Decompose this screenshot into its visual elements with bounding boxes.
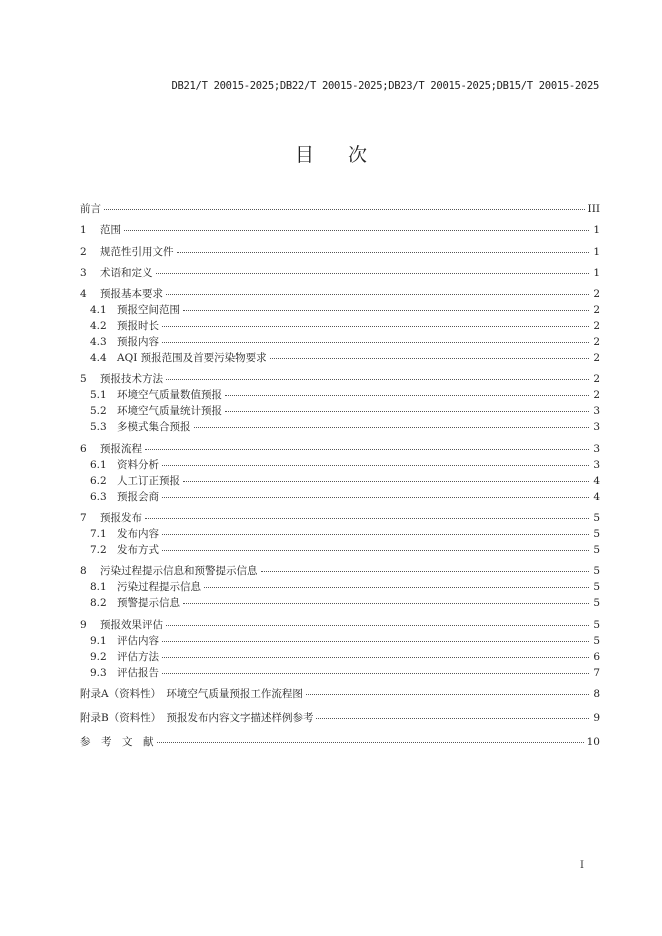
toc-entry-page: 9 xyxy=(593,711,600,724)
toc-entry-page: 2 xyxy=(593,389,600,402)
toc-entry[interactable] xyxy=(80,441,600,457)
toc-entry-title: 预报技术方法 xyxy=(100,373,163,386)
toc-entry-number: 4.3 xyxy=(90,336,107,349)
toc-entry-title: 资料分析 xyxy=(117,458,159,471)
toc-entry[interactable] xyxy=(80,473,600,489)
dot-leader xyxy=(306,694,589,695)
toc-entry-number: 6.2 xyxy=(90,474,107,487)
toc-entry-title: 评估方法 xyxy=(117,650,159,663)
toc-entry-number: 7 xyxy=(80,512,87,525)
toc-entry[interactable] xyxy=(80,595,600,611)
dot-leader xyxy=(162,657,589,658)
toc-entry[interactable] xyxy=(80,489,600,505)
toc-entry-page: 5 xyxy=(593,528,600,541)
dot-leader xyxy=(194,427,590,428)
toc-entry-number: 2 xyxy=(80,245,87,258)
toc-entry[interactable] xyxy=(80,617,600,633)
toc-entry-page: 2 xyxy=(593,304,600,317)
toc-entry-page: 8 xyxy=(593,687,600,700)
dot-leader xyxy=(183,603,589,604)
toc-entry-title: 环境空气质量统计预报 xyxy=(117,405,222,418)
dot-leader xyxy=(316,718,589,719)
toc-entry-page: 5 xyxy=(593,634,600,647)
standard-code: DB21/T 20015-2025;DB22/T 20015-2025;DB23/T 20015-2025;DB15/T 20015-2025 xyxy=(171,80,599,92)
toc-entry-number: 5.2 xyxy=(90,405,107,418)
toc-entry-title: 预报流程 xyxy=(100,442,142,455)
toc-entry[interactable] xyxy=(80,686,600,702)
dot-leader xyxy=(166,379,589,380)
dot-leader xyxy=(104,209,585,210)
toc-entry-number: 4.4 xyxy=(90,352,107,365)
toc-entry-title: 预报内容 xyxy=(117,336,159,349)
toc-entry-title: 人工订正预报 xyxy=(117,474,180,487)
toc-entry-title: 评估报告 xyxy=(117,666,159,679)
toc-entry-number: 8.2 xyxy=(90,597,107,610)
dot-leader xyxy=(124,230,589,231)
toc-entry[interactable] xyxy=(80,222,600,238)
toc-entry-title: 污染过程提示信息 xyxy=(117,581,201,594)
toc-entry-number: 8.1 xyxy=(90,581,107,594)
dot-leader xyxy=(162,497,589,498)
toc-entry-page: 3 xyxy=(593,458,600,471)
dot-leader xyxy=(162,534,589,535)
toc-entry-title: 污染过程提示信息和预警提示信息 xyxy=(100,565,258,578)
toc-entry-number: 6 xyxy=(80,442,87,455)
toc-entry-number: 9.3 xyxy=(90,666,107,679)
toc-entry[interactable] xyxy=(80,286,600,302)
toc-entry-number: 4 xyxy=(80,288,87,301)
dot-leader xyxy=(166,294,589,295)
toc-entry[interactable] xyxy=(80,371,600,387)
toc-entry-title: AQI 预报范围及首要污染物要求 xyxy=(117,352,267,365)
toc-entry-title: 预报时长 xyxy=(117,320,159,333)
dot-leader xyxy=(162,641,589,642)
toc-entry[interactable] xyxy=(80,244,600,260)
toc-entry-number: 6.3 xyxy=(90,490,107,503)
toc-entry[interactable] xyxy=(80,265,600,281)
toc-entry-page: 10 xyxy=(586,735,600,748)
toc-entry-page: 5 xyxy=(593,565,600,578)
toc-entry-page: 4 xyxy=(593,490,600,503)
toc-entry[interactable] xyxy=(80,649,600,665)
toc-entry[interactable] xyxy=(80,542,600,558)
toc-entry[interactable] xyxy=(80,318,600,334)
toc-entry-number: 3 xyxy=(80,266,87,279)
toc-entry-page: 6 xyxy=(593,650,600,663)
toc-entry-number: 6.1 xyxy=(90,458,107,471)
toc-entry-number: 7.1 xyxy=(90,528,107,541)
toc-entry-number: 9 xyxy=(80,618,87,631)
toc-entry-page: 1 xyxy=(593,224,600,237)
dot-leader xyxy=(162,342,589,343)
toc-entry-page: 1 xyxy=(593,245,600,258)
toc-entry-number: 9.1 xyxy=(90,634,107,647)
toc-entry-number: 4.1 xyxy=(90,304,107,317)
dot-leader xyxy=(156,273,590,274)
toc-entry-title: 预报发布 xyxy=(100,512,142,525)
toc-entry-title: 规范性引用文件 xyxy=(100,245,174,258)
toc-entry-title: 范围 xyxy=(100,224,121,237)
toc-entry-page: 2 xyxy=(593,320,600,333)
toc-entry[interactable] xyxy=(80,302,600,318)
toc-entry-page: 3 xyxy=(593,405,600,418)
toc-entry-title: 附录B（资料性） 预报发布内容文字描述样例参考 xyxy=(80,711,314,724)
toc-entry-page: 2 xyxy=(593,288,600,301)
toc-entry-title: 附录A（资料性） 环境空气质量预报工作流程图 xyxy=(80,687,303,700)
page-title: 目次 xyxy=(294,144,401,166)
page-number: I xyxy=(580,860,584,871)
toc-entry-title: 预报空间范围 xyxy=(117,304,180,317)
toc-entry[interactable] xyxy=(80,710,600,726)
toc-entry-number: 1 xyxy=(80,224,87,237)
dot-leader xyxy=(225,395,589,396)
toc-entry-page: 5 xyxy=(593,512,600,525)
dot-leader xyxy=(183,310,589,311)
toc-entry-title: 预警提示信息 xyxy=(117,597,180,610)
toc-entry[interactable] xyxy=(80,510,600,526)
toc-entry-page: 3 xyxy=(593,421,600,434)
dot-leader xyxy=(270,358,589,359)
toc-entry-number: 5.1 xyxy=(90,389,107,402)
toc-entry[interactable] xyxy=(80,403,600,419)
toc-entry[interactable] xyxy=(80,665,600,681)
toc-entry-title: 术语和定义 xyxy=(100,266,153,279)
toc-entry-title: 预报效果评估 xyxy=(100,618,163,631)
toc-entry-number: 5.3 xyxy=(90,421,107,434)
table-of-contents xyxy=(80,201,600,750)
toc-entry-title: 参 考 文 献 xyxy=(80,735,154,748)
toc-entry-number: 7.2 xyxy=(90,544,107,557)
dot-leader xyxy=(204,587,589,588)
toc-entry[interactable] xyxy=(80,350,600,366)
dot-leader xyxy=(183,481,589,482)
toc-entry-title: 前言 xyxy=(80,203,101,215)
toc-entry[interactable] xyxy=(80,457,600,473)
toc-entry-title: 多模式集合预报 xyxy=(117,421,191,434)
toc-entry[interactable] xyxy=(80,334,600,350)
dot-leader xyxy=(162,326,589,327)
dot-leader xyxy=(177,252,590,253)
toc-entry-page: 5 xyxy=(593,544,600,557)
dot-leader xyxy=(157,742,584,743)
toc-entry-title: 发布方式 xyxy=(117,544,159,557)
toc-entry-title: 预报会商 xyxy=(117,490,159,503)
toc-entry[interactable] xyxy=(80,633,600,649)
toc-entry[interactable] xyxy=(80,526,600,542)
toc-entry-title: 环境空气质量数值预报 xyxy=(117,389,222,402)
toc-entry-number: 4.2 xyxy=(90,320,107,333)
toc-entry-title: 预报基本要求 xyxy=(100,288,163,301)
dot-leader xyxy=(261,571,590,572)
toc-entry-page: 5 xyxy=(593,597,600,610)
toc-entry-number: 9.2 xyxy=(90,650,107,663)
dot-leader xyxy=(162,550,589,551)
dot-leader xyxy=(145,449,589,450)
toc-entry-page: 2 xyxy=(593,373,600,386)
toc-entry[interactable] xyxy=(80,579,600,595)
toc-entry-title: 发布内容 xyxy=(117,528,159,541)
toc-entry-page: 3 xyxy=(593,442,600,455)
toc-entry-number: 8 xyxy=(80,565,87,578)
toc-entry[interactable] xyxy=(80,201,600,217)
dot-leader xyxy=(162,465,589,466)
toc-entry-page: 1 xyxy=(593,266,600,279)
dot-leader xyxy=(145,518,589,519)
toc-entry-page: 5 xyxy=(593,618,600,631)
toc-entry-number: 5 xyxy=(80,373,87,386)
toc-entry[interactable] xyxy=(80,734,600,750)
toc-entry-page: 7 xyxy=(593,666,600,679)
toc-entry[interactable] xyxy=(80,563,600,579)
toc-entry-title: 评估内容 xyxy=(117,634,159,647)
toc-entry-page: 4 xyxy=(593,474,600,487)
toc-entry-page: 5 xyxy=(593,581,600,594)
toc-entry[interactable] xyxy=(80,387,600,403)
toc-entry-page: 2 xyxy=(593,352,600,365)
dot-leader xyxy=(162,673,589,674)
toc-entry-page: 2 xyxy=(593,336,600,349)
dot-leader xyxy=(225,411,589,412)
dot-leader xyxy=(166,625,589,626)
toc-entry-page: III xyxy=(587,203,600,215)
toc-entry[interactable] xyxy=(80,419,600,435)
